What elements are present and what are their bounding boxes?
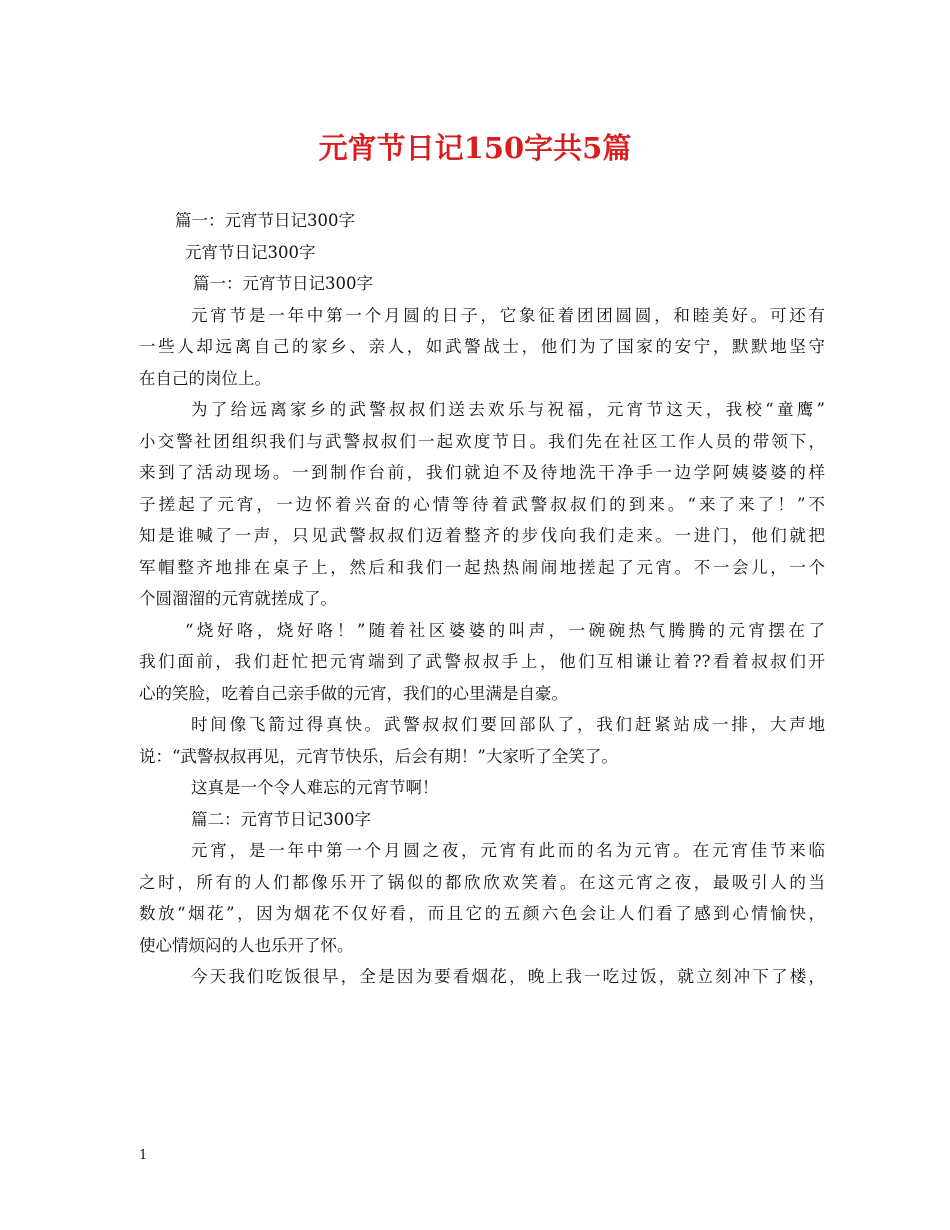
text-line: 个圆溜溜的元宵就搓成了。 [139, 589, 337, 608]
text-line: 篇一：元宵节日记300字 [175, 211, 355, 230]
text-line: 元宵节日记300字 [185, 242, 316, 262]
text-line: 元宵节是一年中第一个月圆的日子，它象征着团团圆圆，和睦美好。可还有 [191, 305, 825, 325]
text-line: 为了给远离家乡的武警叔叔们送去欢乐与祝福，元宵节这天，我校“童鹰” [191, 400, 825, 419]
text-line: 元宵，是一年中第一个月圆之夜，元宵有此而的名为元宵。在元宵佳节来临 [191, 841, 825, 860]
text-line: 篇二：元宵节日记300字 [191, 809, 371, 829]
text-line: 心的笑脸，吃着自己亲手做的元宵，我们的心里满是自豪。 [139, 683, 568, 703]
text-line: 这真是一个令人难忘的元宵节啊！ [191, 778, 439, 797]
text-line: 时间像飞箭过得真快。武警叔叔们要回部队了，我们赶紧站成一排，大声地 [191, 715, 825, 734]
text-line: 子搓起了元宵，一边怀着兴奋的心情等待着武警叔叔们的到来。“来了来了！”不 [139, 494, 825, 514]
text-line: 小交警社团组织我们与武警叔叔们一起欢度节日。我们先在社区工作人员的带领下， [139, 431, 825, 451]
text-line: 篇一：元宵节日记300字 [193, 274, 373, 293]
page-number: 1 [139, 1148, 148, 1163]
text-line: 军帽整齐地排在桌子上，然后和我们一起热热闹闹地搓起了元宵。不一会儿，一个 [139, 557, 825, 577]
text-line: 来到了活动现场。一到制作台前，我们就迫不及待地洗干净手一边学阿姨婆婆的样 [139, 463, 825, 482]
text-line: 知是谁喊了一声，只见武警叔叔们迈着整齐的步伐向我们走来。一进门，他们就把 [139, 526, 825, 545]
document-body [139, 205, 825, 993]
text-line: 使心情烦闷的人也乐开了怀。 [139, 935, 354, 955]
text-line: 在自己的岗位上。 [139, 368, 271, 388]
text-line: “烧好咯，烧好咯！”随着社区婆婆的叫声，一碗碗热气腾腾的元宵摆在了 [185, 620, 825, 640]
text-line: 我们面前，我们赶忙把元宵端到了武警叔叔手上，他们互相谦让着??看着叔叔们开 [139, 652, 825, 671]
text-line: 说：“武警叔叔再见，元宵节快乐，后会有期！”大家听了全笑了。 [139, 746, 618, 766]
text-line: 之时，所有的人们都像乐开了锅似的都欣欣欢笑着。在这元宵之夜，最吸引人的当 [139, 872, 825, 892]
document-title: 元宵节日记150字共5篇 [318, 131, 632, 165]
text-line: 今天我们吃饭很早，全是因为要看烟花，晚上我一吃过饭，就立刻冲下了楼， [191, 967, 825, 986]
text-line: 一些人却远离自己的家乡、亲人，如武警战士，他们为了国家的安宁，默默地坚守 [139, 337, 825, 356]
text-line: 数放“烟花”，因为烟花不仅好看，而且它的五颜六色会让人们看了感到心情愉快， [139, 904, 825, 923]
